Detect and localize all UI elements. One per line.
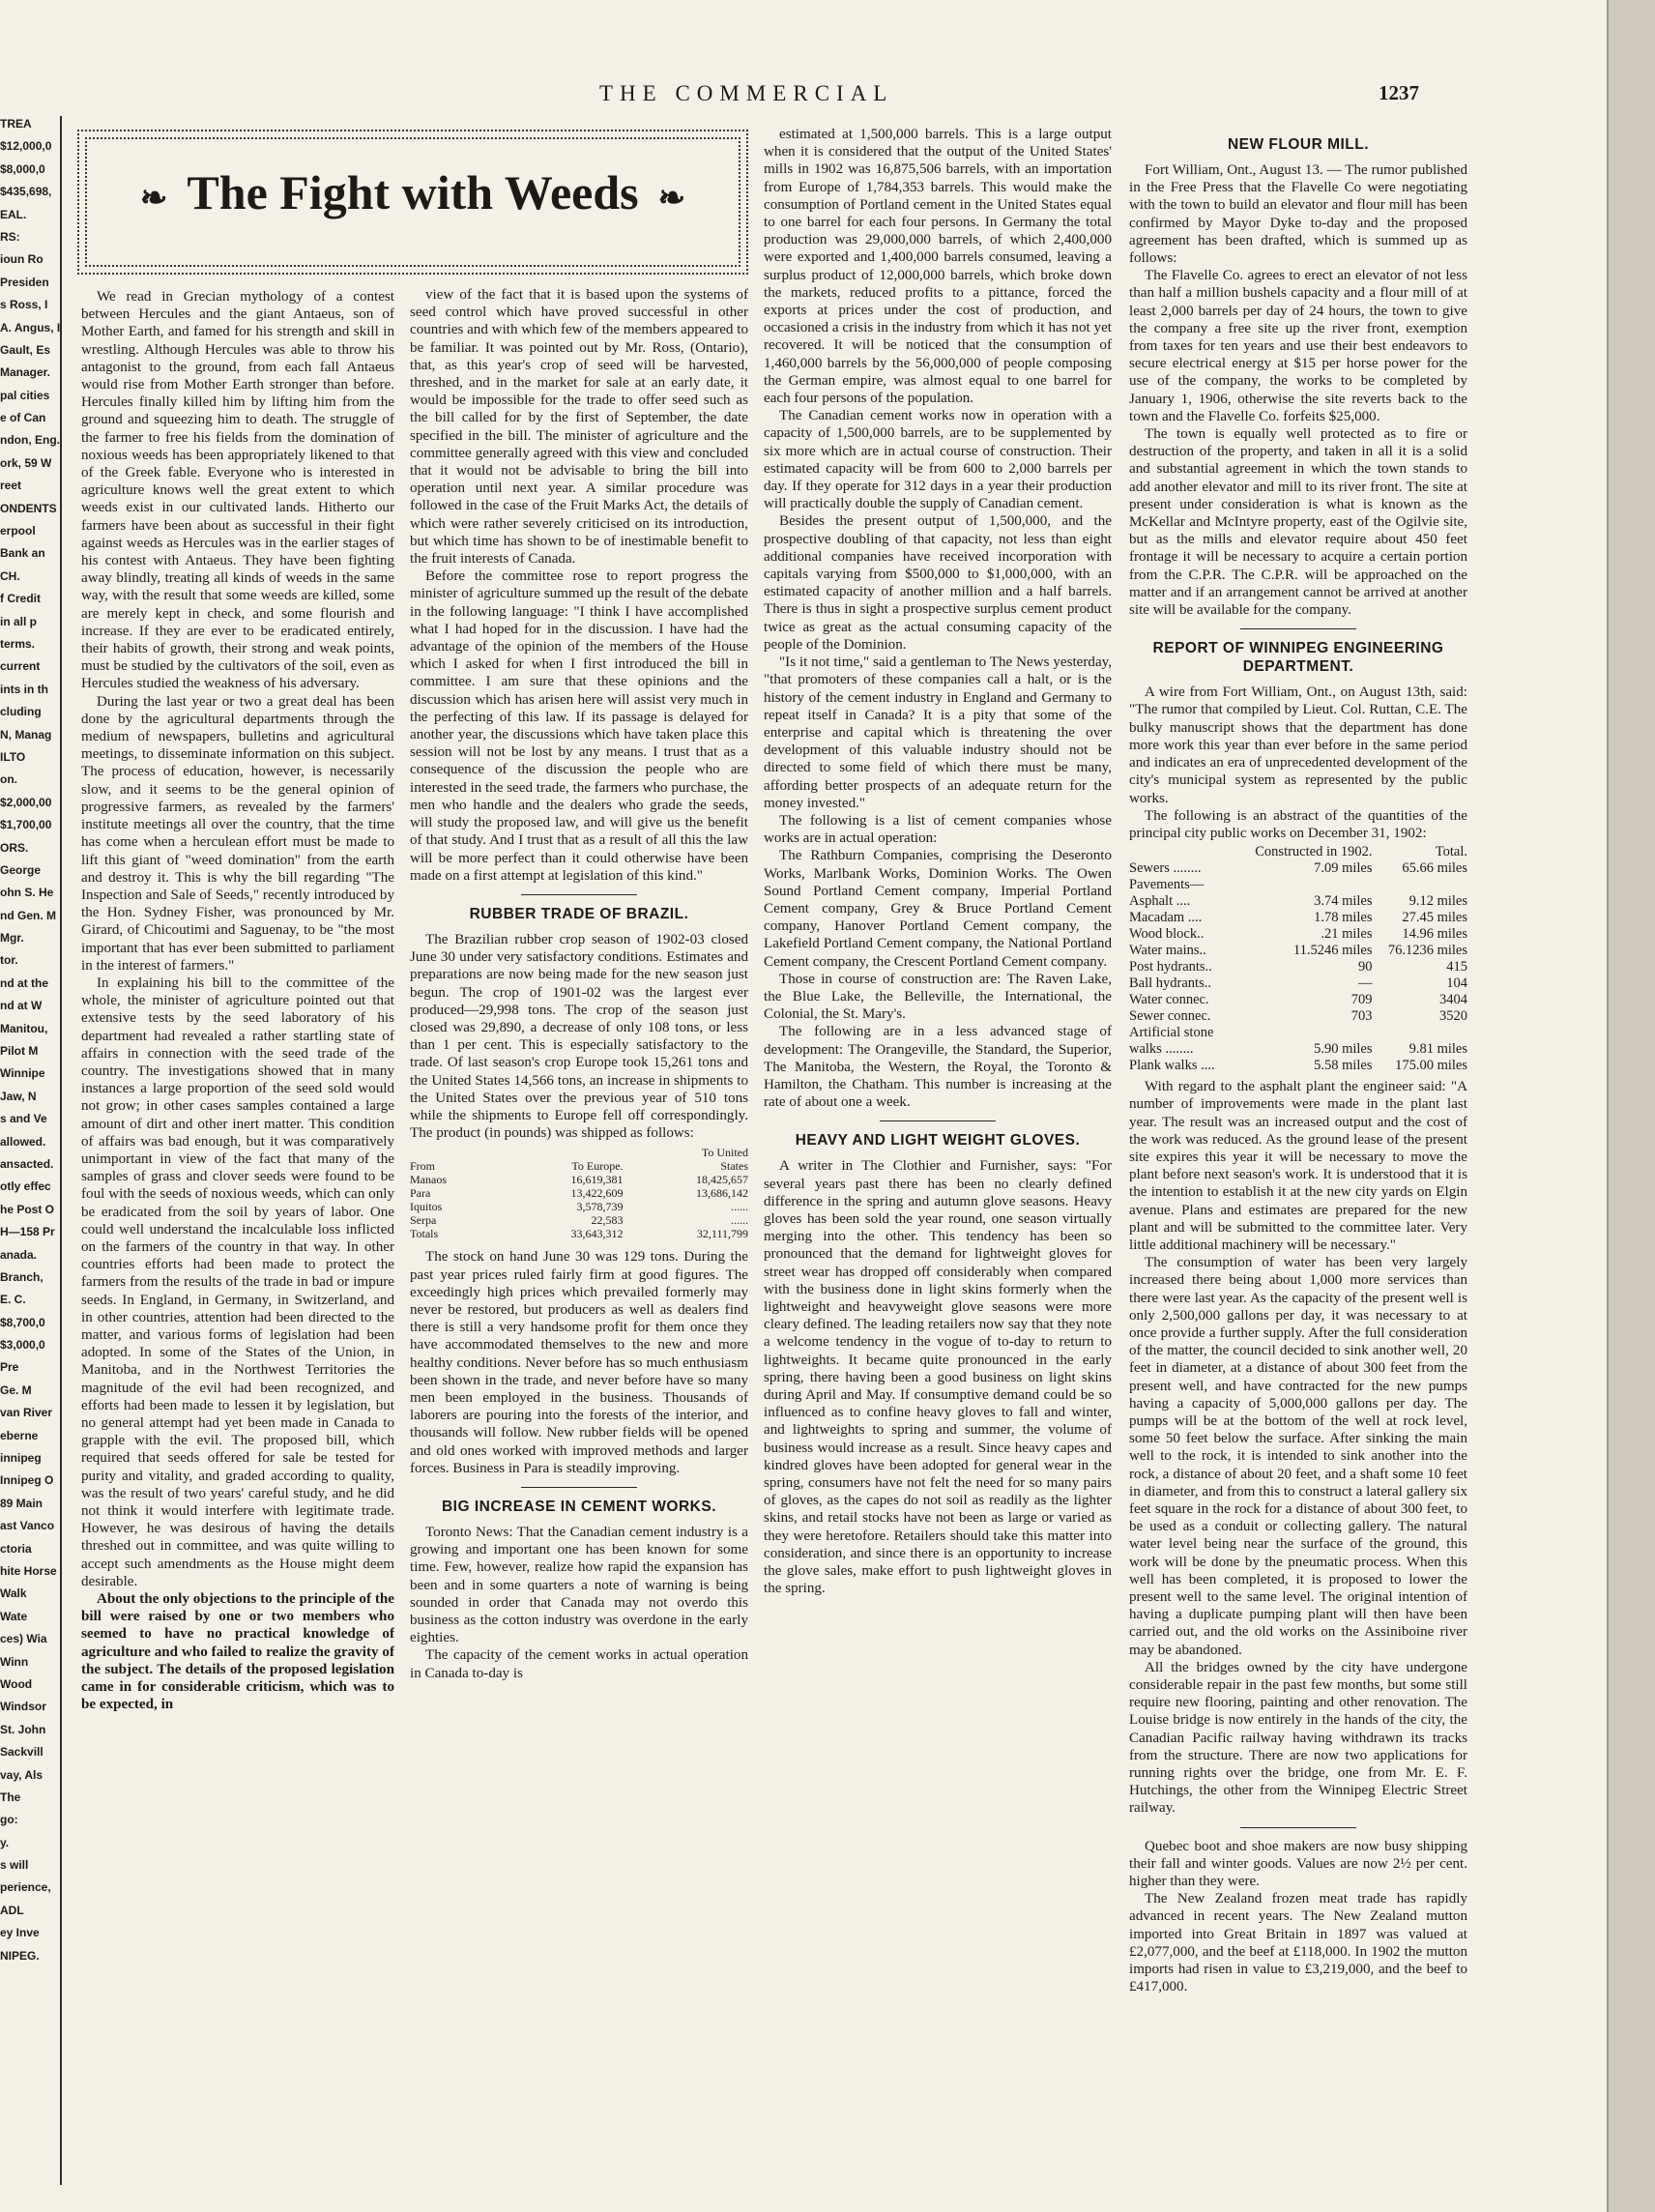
fragment-text: Wood xyxy=(0,1676,33,1691)
table-cell: Ball hydrants.. xyxy=(1129,975,1211,992)
table-header: To Europe. xyxy=(571,1159,624,1174)
paragraph: The New Zealand frozen meat trade has rapidly advanced in recent years. The New Zealand mutton imported into Great Britain in 1897 was valued at £2,077,000, and the beef at £118,000. In 1902 the mutton imports had risen in value to £3,219,000, and the beef to £417,000. xyxy=(1129,1891,1467,1995)
table-cell: 27.45 miles xyxy=(1402,910,1467,926)
fragment-text: hite Horse xyxy=(0,1564,57,1578)
paragraph: The capacity of the cement works in actual operation in Canada to-day is xyxy=(410,1647,748,1681)
table-cell: 11.5246 miles xyxy=(1292,943,1373,959)
table-cell xyxy=(1373,1025,1468,1041)
paragraph: Toronto News: That the Canadian cement industry is a growing and important one has been known for some time. Few, however, realize how rapid the expansion has been and in some quarters a note of warning is being sounded in order that Canada may not overdo this business as the cotton industry was overdone in the early eighties. xyxy=(410,1524,748,1646)
fragment-text: NIPEG. xyxy=(0,1948,40,1963)
paragraph: About the only objections to the principle of the bill were raised by one or two members who seemed to have no practical knowledge of agriculture and who failed to realize the gravity of the subject. The details of the proposed legislation came in for considerable criticism, which was to be expected, in xyxy=(81,1591,394,1713)
table-cell: 104 xyxy=(1446,975,1467,992)
paragraph: The stock on hand June 30 was 129 tons. During the past year prices ruled fairly firm at good figures. The exceedingly high prices which prevailed formerly may never be restored, but producers as well as dealers find there is still a very handsome profit for them once they have accommodated themselves to the new and more healthy conditions. Never before has so much enthusiasm been shown in the trade, and never before have so many men been employed in the business. Thousands of laborers are pouring into the forests of the interior, and thousands will follow. New rubber fields will be opened and old ones worked with improved methods and larger forces. Business in Para is steadily improving. xyxy=(410,1249,748,1476)
table-cell: walks ........ xyxy=(1129,1041,1194,1058)
table-row xyxy=(410,1200,748,1213)
table-row xyxy=(410,1186,748,1200)
table-cell: Plank walks .... xyxy=(1129,1058,1215,1074)
paragraph: A writer in The Clothier and Furnisher, says: "For several years past there has been no clearly defined difference in the spring and autumn glove seasons. Heavy gloves has been sold the year round, one season virtually merging into the other. This tendency has been so pronounced that the demand for lightweight gloves for street wear has dropped off considerably when compared with the business done in light skins formerly when the lightweight and heavyweight glove seasons were more cleary defined. The leading retailers now say that they note a welcome tendency in the vogue of to-day to return to lightweights. It became quite pronounced in the early spring, there having been a good business on light skins during April and May. If consumptive demand could be so influenced as to confine heavy gloves to fall and winter, and lightweights to spring and summer, the volume of business would increase as a result. Since heavy capes and kindred gloves have been adopted for general wear in the spring, consumers have not felt the need for so many pairs of gloves, as the capes do not soil as readily as the lighter skins, and retail stocks have not been as large or varied as they were heretofore. Retailers should take this matter into consideration, and since there is an opportunity to increase the glove sales, make effort to push lightweight gloves in the spring. xyxy=(764,1158,1112,1597)
table-cell: Water connec. xyxy=(1129,992,1209,1008)
fragment-text: in all p xyxy=(0,614,38,628)
fragment-text: Pilot M xyxy=(0,1044,39,1059)
fragment-text: $8,700,0 xyxy=(0,1315,45,1329)
fragment-text: s will xyxy=(0,1858,29,1873)
fragment-text: cluding xyxy=(0,705,42,719)
fragment-text: otly effec xyxy=(0,1179,51,1194)
fragment-text: ohn S. He xyxy=(0,886,54,900)
masthead: THE COMMERCIAL xyxy=(599,81,894,105)
table-cell: 22,583 xyxy=(591,1213,624,1228)
table-total-row xyxy=(410,1227,748,1240)
table-cell xyxy=(1373,877,1468,893)
paragraph: The following is an abstract of the quantities of the principal city public works on December 31, 1902: xyxy=(1129,807,1467,841)
fragment-text: Presiden xyxy=(0,275,49,289)
fragment-text: E. C. xyxy=(0,1293,26,1307)
table-cell: 1.78 miles xyxy=(1314,910,1373,926)
paragraph: The town is equally well protected as to fire or destruction of the property, and taken in all it is a solid and substantial agreement in which the town stands to add another elevator and mill to its river front. The site at present under consideration is what is known as the McKellar and McIntyre property, east of the Ogilvie site, but as the mills and elevator require about 450 feet frontage it will be necessary to acquire a certain portion from the C.P.R. The C.P.R. will be approached on the matter and if an arrangement cannot be arrived at another site will be available for the company. xyxy=(1129,426,1467,619)
table-row xyxy=(1129,910,1467,926)
paragraph: A wire from Fort William, Ont., on August 13th, said: "The rumor that compiled by Lieut. Col. Ruttan, C.E. The bulky manuscript shows that the department has done more work this year than ever before in the same period and indicates an era of unprecedented development of the city's municipal system as represented by the public works. xyxy=(1129,684,1467,806)
table-cell: Macadam .... xyxy=(1129,910,1203,926)
fragment-text: he Post O xyxy=(0,1202,55,1216)
fragment-text: perience, xyxy=(0,1880,51,1895)
table-cell: Totals xyxy=(410,1227,439,1241)
fragment-text: ONDENTS xyxy=(0,501,57,515)
table-header xyxy=(1129,844,1232,860)
fragment-text: s and Ve xyxy=(0,1112,47,1126)
fragment-text: eberne xyxy=(0,1428,39,1442)
table-cell: Asphalt .... xyxy=(1129,893,1191,910)
paragraph: Quebec boot and shoe makers are now busy shipping their fall and winter goods. Values are now 2½ per cent. higher than they were. xyxy=(1129,1838,1467,1890)
page-header xyxy=(77,81,1431,120)
table-row xyxy=(1129,926,1467,943)
table-cell: Post hydrants.. xyxy=(1129,959,1212,975)
fragment-text: George xyxy=(0,862,42,877)
paragraph: The Flavelle Co. agrees to erect an elevator of not less than half a million bushels capacity and a flour mill of at least 2,000 barrels per day of 24 hours, the town to give the company a free site up the river front, exemption from taxes for ten years and use their best endeavors to secure electrical energy at $15 per horse power for the use of the company, the works to be completed by January 1, 1906, otherwise the site reverts back to the town and the Flavelle Co. forfeits $25,000. xyxy=(1129,268,1467,424)
table-row xyxy=(1129,893,1467,910)
table-header: Total. xyxy=(1435,844,1467,860)
adjacent-page-fragment xyxy=(0,116,62,2185)
table-cell: 18,425,657 xyxy=(696,1173,748,1187)
table-row xyxy=(1129,959,1467,975)
fragment-text: Pre xyxy=(0,1360,19,1375)
table-row xyxy=(410,1213,748,1227)
fragment-text: nd Gen. M xyxy=(0,908,56,922)
table-cell: 3.74 miles xyxy=(1314,893,1373,910)
fragment-text: f Credit xyxy=(0,592,41,606)
table-cell: Iquitos xyxy=(410,1200,443,1214)
paragraph: The Canadian cement works now in operation with a capacity of 1,500,000 barrels, are to be supplemented by six more which are in actual course of construction. Their estimated capacity will be from 600 to 2,000 barrels per day. If they operate for 312 days in a year their production will practically double the supply of Canadian cement. xyxy=(764,408,1112,512)
fragment-text: Walk xyxy=(0,1586,27,1601)
page-number: 1237 xyxy=(1379,81,1419,104)
fragment-text: s Ross, I xyxy=(0,298,48,312)
paragraph: All the bridges owned by the city have undergone considerable repair in the past few months, but some still require new flooring, painting and other renovation. The Louise bridge is now entirely in the hands of the city, the Canadian Pacific railway having withdrawn its tracks from the structure. There are now two applications for running rights over the bridge, one from Mr. E. F. Hutchings, the other from the Winnipeg Electric Street railway. xyxy=(1129,1659,1467,1817)
fragment-text: $435,698, xyxy=(0,185,52,199)
table-row xyxy=(1129,1008,1467,1025)
table-cell: Artificial stone xyxy=(1129,1025,1214,1041)
table-cell: 709 xyxy=(1350,992,1373,1008)
fragment-text: $2,000,00 xyxy=(0,795,52,809)
table-row xyxy=(1129,1041,1467,1058)
fragment-text: ctoria xyxy=(0,1541,32,1556)
fragment-text: Manitou, xyxy=(0,1021,48,1035)
fragment-text: reet xyxy=(0,479,22,493)
table-row xyxy=(1129,877,1467,893)
fragment-text: Winnipe xyxy=(0,1066,45,1081)
table-cell: 415 xyxy=(1446,959,1467,975)
fragment-text: ORS. xyxy=(0,840,29,855)
fragment-text: $8,000,0 xyxy=(0,161,45,176)
fragment-text: EAL. xyxy=(0,207,27,221)
paragraph: Before the committee rose to report progress the minister of agriculture summed up the result of the debate in the following language: "I think I have accomplished what I had hoped for in the discussion. I have had the advantage of the opinion of the members of the House which I asked for when I first introduced the bill in committee. I am sure that these opinions and the discussion which has arisen here will assist very much in the perfecting of this law. If its passage is delayed for another year, the discussions which have taken place this session will not be lost by any means. I trust that as a consequence of the discussion the people who are interested in the seed trade, the farmers who purchase, the men who handle and the dealers who grade the seeds, will study the proposed law, and will give us the benefit of that study. And I trust that as a result of all this the law will be more perfect than it could otherwise have been made on a first attempt at legislation of this kind." xyxy=(410,568,748,884)
table-row xyxy=(1129,943,1467,959)
table-cell: Sewers ........ xyxy=(1129,860,1202,877)
fragment-text: Branch, xyxy=(0,1269,44,1284)
paragraph: view of the fact that it is based upon the systems of seed control which have proved successful in other countries and with which few of the members appeared to be familiar. It was pointed out by Mr. Ross, (Ontario), that, as this year's crop of seed will be harvested, threshed, and in the market for sale at an early date, it would be impossible for the trade to offer seed such as the bill called for by the first of September, the date specified in the bill. The minister of agriculture and the committee generally agreed with this view and concluded that it would not be advisable to bring the bill into operation until next year. A similar procedure was followed in the case of the Fruit Marks Act, the details of which were rather severely criticised on its introduction, but which time has shown to be of inestimable benefit to the fruit interests of Canada. xyxy=(410,287,748,568)
fragment-text: ndon, Eng. xyxy=(0,433,60,448)
fragment-text: Ge. M xyxy=(0,1382,32,1397)
paragraph: estimated at 1,500,000 barrels. This is a large output when it is considered that the output of the United States' mills in 1902 was 16,875,506 barrels, with an importation from Europe of 1,784,353 barrels. This would make the consumption of Portland cement in the United States equal to one barrel for each four persons. In Germany the total production was 29,000,000 barrels, of which 2,400,000 were exported and 1,400,000 barrels consumed, leaving a surplus product of 12,000,000 barrels, which broke down the markets, reduced profits to a pittance, forced the exports at prices under the cost of production, and occasioned a crisis in the industry from which it has not yet recovered. It will be noticed that the consumption of 1,460,000 barrels by the 56,000,000 of people composing the German empire, was almost equal to one barrel for each four persons of the population. xyxy=(764,127,1112,407)
table-cell: 9.12 miles xyxy=(1408,893,1467,910)
fragment-text: Bank an xyxy=(0,546,45,561)
paragraph: We read in Grecian mythology of a contest between Hercules and the giant Antaeus, son of Mother Earth, and famed for his strength and skill in wrestling. Although Hercules was able to throw his antagonist to the ground, from each fall Antaeus would rise from Mother Earth stronger than before. Hercules finally killed him by lifting him from the ground and squeezing him to death. The struggle of the farmer to free his fields from the domination of noxious weeds has been appropriately likened to that of the Greek fable. Everyone who is interested in agriculture knows well the great extent to which weeds exist in our cultivated lands. Hitherto our farmers have been about as successful in their fight against weeds as Hercules was in the earlier stages of his contest with Antaeus. They have been fighting away blindly, treating all kinds of weeds in the same way, with the result that some weeds are killed, some are merely kept in check, and some flourish and increase. If they are ever to be eradicated entirely, their habits of growth, their strong and weak points, must be studied by the cultivators of the soil, even as Hercules studied the weakness of his adversary. xyxy=(81,289,394,692)
fragment-text: Jaw, N xyxy=(0,1089,37,1103)
table-cell: — xyxy=(1358,975,1373,992)
table-cell: Para xyxy=(410,1186,431,1201)
table-row xyxy=(1129,992,1467,1008)
fragment-text: Mgr. xyxy=(0,931,24,946)
fragment-text: Windsor xyxy=(0,1700,46,1714)
fragment-text: Manager. xyxy=(0,365,51,380)
table-cell: .21 miles xyxy=(1321,926,1373,943)
table-cell: 32,111,799 xyxy=(696,1227,748,1241)
table-header: States xyxy=(720,1159,748,1174)
table-cell: Manaos xyxy=(410,1173,447,1187)
paragraph: The following are in a less advanced stage of development: The Orangeville, the Standard, the Superior, The Manitoba, the Western, the Royal, the Toronto & Hamilton, the Chatham. This number is increasing at the rate of about one a week. xyxy=(764,1024,1112,1111)
fragment-text: H—158 Pr xyxy=(0,1225,55,1239)
divider xyxy=(521,1487,637,1488)
fragment-text: ork, 59 W xyxy=(0,455,52,470)
fragment-text: $3,000,0 xyxy=(0,1338,45,1353)
table-cell: 13,686,142 xyxy=(696,1186,748,1201)
table-cell: 90 xyxy=(1358,959,1373,975)
section-heading: NEW FLOUR MILL. xyxy=(1227,136,1370,153)
fragment-text: van River xyxy=(0,1406,53,1420)
fragment-text: nd at the xyxy=(0,975,48,990)
fragment-text: on. xyxy=(0,772,17,787)
divider xyxy=(521,894,637,895)
section-heading: HEAVY AND LIGHT WEIGHT GLOVES. xyxy=(795,1132,1081,1150)
fragment-text: TREA xyxy=(0,117,32,131)
fragment-text: anada. xyxy=(0,1247,38,1262)
fragment-text: 89 Main xyxy=(0,1496,44,1510)
page-edge xyxy=(1607,0,1655,2212)
table-row xyxy=(1129,1025,1467,1041)
column-3 xyxy=(764,126,1112,2187)
paragraph: The consumption of water has been very largely increased there being about 1,000 more services than there were last year. As the capacity of the present well is only 2,500,000 gallons per day, it was necessary to at once provide a further supply. After the full consideration of the matter, the council decided to sink another well, 20 feet in diameter, at a distance of about 300 feet from the present well, and have contracted for the new pumps having a capacity of 5,000,000 gallons per day. The pumps will be at the bottom of the well at rock level, some 50 feet below the surface. After sinking the main well to the rock, it is intended to sink another into the rock, a distance of about 20 feet, and a shaft some 10 feet in diameter, and from this to construct a lateral gallery six feet square in the rock for a distance of about 300 feet, to be used as a conduit or collecting gallery. The natural water level being near the surface of the ground, this work will be done by the pneumatic process. When this well has been completed, it is proposed to lower the present well to the same level. The original intention of having a duplicate pumping plant will then have been carried out, and the old works on the Assiniboine river may be abandoned. xyxy=(1129,1255,1467,1658)
table-cell xyxy=(1232,1025,1372,1041)
fragment-text: pal cities xyxy=(0,388,50,402)
table-cell: Serpa xyxy=(410,1213,437,1228)
fragment-text: tor. xyxy=(0,953,18,968)
fragment-text: current xyxy=(0,659,41,674)
paragraph: In explaining his bill to the committee of the whole, the minister of agriculture pointed out that extensive tests by the seed laboratory of his department had revealed a rather startling state of affairs in connection with the seed trade of the country. The investigations showed that in many instances a large proportion of the seed sold would not grow; in other cases samples contained a large amount of dirt and other inert matter. This condition of affairs was bad enough, but it was comparatively unimportant in view of the fact that many of the samples of grass and clover seeds were found to be foul with the seeds of noxious weeds, which can only be eradicated from the soil by years of labor. One could well understand the incalculable loss inflicted on the farmers of the country in that way. In other countries efforts had been made to protect the farmers from the results of the trade in bad or impure seeds. In England, in Germany, in Switzerland, and in other countries, attention had been directed to the matter, and various forms of legislation had been adopted. In some of the States of the Union, in Manitoba, and in the Northwest Territories the magnitude of the evil had been recognized, and efforts had been made to lessen it by legislation, but no general attempt had yet been made in Canada to grapple with the evil. The proposed bill, which required that seeds offered for sale be tested for purity and vitality, and graded according to quality, was the result of two years' careful study, and he did not think it would interfere with legitimate trade. However, he was desirous of having the details threshed out in committee, and was quite willing to accept such amendments as the House might deem desirable. xyxy=(81,975,394,1589)
paragraph: Fort William, Ont., August 13. — The rumor published in the Free Press that the Flavelle Co were negotiating with the town to build an elevator and flour mill has been confirmed by Mayor Dyke to-day and the proposed agreement has been drafted, which is summed up as follows: xyxy=(1129,162,1467,267)
fragment-text: ILTO xyxy=(0,749,26,764)
fragment-text: e of Can xyxy=(0,411,46,425)
table-cell: 76.1236 miles xyxy=(1387,943,1467,959)
table-row xyxy=(1129,1058,1467,1074)
fragment-text: Gault, Es xyxy=(0,342,51,357)
column-2 xyxy=(410,286,748,2187)
section-heading: RUBBER TRADE OF BRAZIL. xyxy=(469,905,689,922)
leaf-ornament-icon: ❧ xyxy=(657,180,686,217)
paragraph: The Brazilian rubber crop season of 1902-03 closed June 30 under very satisfactory conditions. Estimates and preparations are now being made for the new season just begun. The crop of 1901-02 was the largest ever produced—29,998 tons. The crop of the season just closed was 29,890, a decrease of only 108 tons, or less than 1 per cent. This is especially satisfactory to the trade. Of last season's crop Europe took 15,261 tons and the United States 14,566 tons, an increase in shipments to the United States over the previous year of 510 tons while the shipments to Europe fell off correspondingly. The product (in pounds) was shipped as follows: xyxy=(410,931,748,1142)
section-heading: BIG INCREASE IN CEMENT WORKS. xyxy=(441,1498,717,1515)
section-heading: REPORT OF WINNIPEG ENGINEERING DEPARTMENT. xyxy=(1152,640,1444,676)
table-cell xyxy=(1232,877,1372,893)
fragment-text: ints in th xyxy=(0,682,48,696)
fragment-text: ces) Wia xyxy=(0,1632,47,1646)
fragment-text: CH. xyxy=(0,568,20,583)
article-title xyxy=(79,164,746,220)
table-cell: 703 xyxy=(1350,1008,1373,1025)
fragment-text: ey Inve xyxy=(0,1926,40,1940)
table-header: Constructed in 1902. xyxy=(1255,844,1373,860)
leaf-ornament-icon: ❧ xyxy=(139,180,168,217)
divider xyxy=(1240,1827,1356,1828)
table-cell: Wood block.. xyxy=(1129,926,1205,943)
paragraph: During the last year or two a great deal has been done by the agricultural departments through the medium of newspapers, bulletins and agricultural meetings, to disseminate information on this subject. The process of education, however, is necessarily slow, and it seems to be the general opinion of progressive farmers, as revealed by the farmers' institute meetings all over the country, that the time has come when a herculean effort must be made to lift this giant of "weed domination" from the earth and destroy it. This is why the bill regarding "The Inspection and Sale of Seeds," recently introduced by the Hon. Sydney Fisher, was pronounced by Mr. Girard, of Chicoutimi and Saguenay, to be "the most important that has ever been submitted to parliament in the interest of farmers." xyxy=(81,693,394,974)
fragment-text: Wate xyxy=(0,1609,28,1623)
table-cell: ...... xyxy=(731,1200,748,1214)
fragment-text: A. Angus, I xyxy=(0,320,61,335)
fragment-text: ADL xyxy=(0,1903,24,1917)
table-cell: 3520 xyxy=(1439,1008,1467,1025)
table-row xyxy=(410,1173,748,1186)
fragment-text: St. John xyxy=(0,1722,46,1736)
table-cell: 5.58 miles xyxy=(1314,1058,1373,1074)
fragment-text: y. xyxy=(0,1835,10,1849)
public-works-table xyxy=(1129,844,1467,1074)
table-cell: Pavements— xyxy=(1129,877,1205,893)
table-cell: 65.66 miles xyxy=(1402,860,1467,877)
table-header: From xyxy=(410,1159,436,1174)
table-cell: 3404 xyxy=(1439,992,1467,1008)
fragment-text: The xyxy=(0,1790,21,1804)
fragment-text: nd at W xyxy=(0,999,43,1013)
rubber-shipments-table xyxy=(410,1146,748,1240)
fragment-text: Winn xyxy=(0,1654,29,1669)
table-cell: Water mains.. xyxy=(1129,943,1206,959)
fragment-text: ioun Ro xyxy=(0,252,44,267)
table-row xyxy=(1129,975,1467,992)
table-cell: 14.96 miles xyxy=(1402,926,1467,943)
fragment-text: RS: xyxy=(0,229,20,244)
fragment-text: $1,700,00 xyxy=(0,818,52,832)
table-cell: ...... xyxy=(731,1213,748,1228)
column-1 xyxy=(81,288,394,2187)
table-cell: 7.09 miles xyxy=(1314,860,1373,877)
paragraph: Besides the present output of 1,500,000, and the prospective doubling of that capacity, not less than eight additional companies have received incorporation with capitals varying from $500,000 to $1,000,000, with an estimated capacity of another million and a half barrels. There is thus in sight a prospective surplus cement product twice as great as the actual consuming capacity of the people of the Dominion. xyxy=(764,513,1112,653)
fragment-text: allowed. xyxy=(0,1134,46,1149)
paragraph: The following is a list of cement companies whose works are in actual operation: xyxy=(764,812,1112,847)
fragment-text: $12,000,0 xyxy=(0,139,52,154)
fragment-text: ast Vanco xyxy=(0,1519,55,1533)
table-cell: 33,643,312 xyxy=(570,1227,624,1241)
fragment-text: Sackvill xyxy=(0,1745,44,1760)
fragment-text: Innipeg O xyxy=(0,1473,54,1488)
table-cell: 175.00 miles xyxy=(1395,1058,1467,1074)
paragraph: Those in course of construction are: The Raven Lake, the Blue Lake, the Belleville, the International, the Colonial, the St. Mary's. xyxy=(764,971,1112,1023)
paragraph: The Rathburn Companies, comprising the Deseronto Works, Marlbank Works, Dominion Works. The Owen Sound Portland Cement company, Imperial Portland Cement company, Grey & Bruce Portland Cement company, Hanover Portland Cement company, the Lakefield Portland Cement company, the National Portland Cement company, the Crescent Portland Cement company. xyxy=(764,848,1112,970)
fragment-text: terms. xyxy=(0,636,36,651)
fragment-text: ansacted. xyxy=(0,1156,54,1171)
fragment-text: vay, Als xyxy=(0,1767,44,1782)
fragment-text: N, Manag xyxy=(0,727,52,742)
article-title-box xyxy=(77,130,748,275)
table-cell: Sewer connec. xyxy=(1129,1008,1211,1025)
paragraph: With regard to the asphalt plant the engineer said: "A number of improvements were made in the plant last year. The result was an increased output and the cost of the work was reduced. As the ground lease of the present site expires this year it will be necessary to move the plant before next season's work. It is understood that it is the intention to establish it at the new city yards on Elgin avenue. Plans and estimates are prepared for the new plant and will be submitted to the committee later. Very little additional machinery will be necessary." xyxy=(1129,1079,1467,1253)
divider xyxy=(1240,628,1356,629)
column-4 xyxy=(1129,126,1467,2187)
fragment-text: innipeg xyxy=(0,1451,42,1466)
paragraph: "Is it not time," said a gentleman to The News yesterday, "that promoters of these companies call a halt, or is the history of the cement industry in England and Germany to repeat itself in Canada? It is a pity that some of the enterprise and capital which is threatening the over development of this valuable industry should not be directed to some field of which there must be many, affording better prospects of an adequate return for the money invested." xyxy=(764,655,1112,811)
fragment-text: erpool xyxy=(0,524,36,538)
fragment-text: go: xyxy=(0,1813,18,1827)
table-cell: 16,619,381 xyxy=(570,1173,624,1187)
article-title-text: The Fight with Weeds xyxy=(187,165,639,219)
table-cell: 3,578,739 xyxy=(576,1200,624,1214)
table-cell: 13,422,609 xyxy=(570,1186,624,1201)
table-header: To United xyxy=(701,1146,748,1160)
table-cell: 9.81 miles xyxy=(1408,1041,1467,1058)
table-cell: 5.90 miles xyxy=(1314,1041,1373,1058)
table-row xyxy=(1129,860,1467,877)
